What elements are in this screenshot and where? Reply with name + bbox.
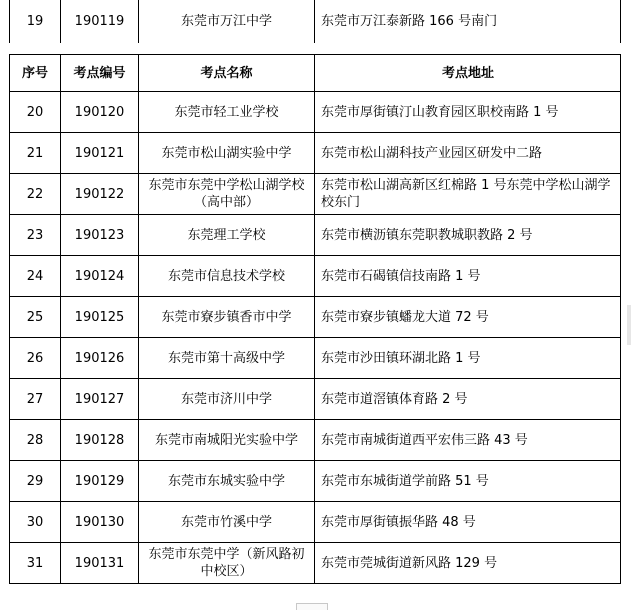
- row-name: 东莞市南城阳光实验中学: [139, 420, 315, 461]
- header-code: 考点编号: [61, 55, 139, 92]
- row-name: 东莞市东莞中学（新风路初中校区）: [139, 543, 315, 584]
- table-row: [10, 215, 621, 256]
- row-seq: 23: [10, 215, 61, 256]
- row-code: 190119: [61, 0, 139, 43]
- header-address: 考点地址: [315, 55, 621, 92]
- row-seq: 21: [10, 133, 61, 174]
- row-code: 190124: [61, 256, 139, 297]
- row-seq: 22: [10, 174, 61, 215]
- scrollbar-thumb[interactable]: [627, 305, 631, 345]
- row-address: 东莞市东城街道学前路 51 号: [315, 461, 621, 502]
- table-row: [10, 379, 621, 420]
- row-seq: 29: [10, 461, 61, 502]
- row-name: 东莞市东城实验中学: [139, 461, 315, 502]
- row-code: 190127: [61, 379, 139, 420]
- table-row: [10, 256, 621, 297]
- page-gap: [0, 43, 631, 54]
- row-seq: 19: [10, 0, 61, 43]
- row-name: 东莞市竹溪中学: [139, 502, 315, 543]
- row-address: 东莞市厚街镇汀山教育园区职校南路 1 号: [315, 92, 621, 133]
- row-address: 东莞市寮步镇蟠龙大道 72 号: [315, 297, 621, 338]
- row-name: 东莞市第十高级中学: [139, 338, 315, 379]
- header-seq: 序号: [10, 55, 61, 92]
- row-name: 东莞市松山湖实验中学: [139, 133, 315, 174]
- row-address: 东莞市石碣镇信技南路 1 号: [315, 256, 621, 297]
- table-row: [10, 92, 621, 133]
- table-body: [10, 92, 621, 584]
- row-name: 东莞理工学校: [139, 215, 315, 256]
- table-row: [10, 133, 621, 174]
- row-code: 190129: [61, 461, 139, 502]
- row-seq: 31: [10, 543, 61, 584]
- row-seq: 26: [10, 338, 61, 379]
- header-name: 考点名称: [139, 55, 315, 92]
- row-name: 东莞市寮步镇香市中学: [139, 297, 315, 338]
- row-name: 东莞市轻工业学校: [139, 92, 315, 133]
- table-row: [10, 297, 621, 338]
- row-address: 东莞市南城街道西平宏伟三路 43 号: [315, 420, 621, 461]
- row-address: 东莞市沙田镇环湖北路 1 号: [315, 338, 621, 379]
- table-row: [10, 461, 621, 502]
- row-seq: 24: [10, 256, 61, 297]
- exam-site-table-top: [9, 0, 621, 44]
- exam-site-table: [9, 54, 621, 584]
- table-header-row: [10, 55, 621, 92]
- table-row: [10, 502, 621, 543]
- row-seq: 27: [10, 379, 61, 420]
- row-address: 东莞市道滘镇体育路 2 号: [315, 379, 621, 420]
- row-code: 190121: [61, 133, 139, 174]
- table-row: [10, 420, 621, 461]
- row-code: 190131: [61, 543, 139, 584]
- table-row: [10, 543, 621, 584]
- row-name: 东莞市信息技术学校: [139, 256, 315, 297]
- row-code: 190128: [61, 420, 139, 461]
- row-name: 东莞市东莞中学松山湖学校（高中部）: [139, 174, 315, 215]
- table-row: [10, 0, 621, 43]
- row-code: 190122: [61, 174, 139, 215]
- row-address: 东莞市松山湖科技产业园区研发中二路: [315, 133, 621, 174]
- table-row: [10, 338, 621, 379]
- row-seq: 25: [10, 297, 61, 338]
- row-code: 190125: [61, 297, 139, 338]
- row-address: 东莞市莞城街道新风路 129 号: [315, 543, 621, 584]
- table-row: [10, 174, 621, 215]
- page-tab[interactable]: [296, 603, 328, 610]
- row-address: 东莞市万江泰新路 166 号南门: [315, 0, 621, 43]
- row-seq: 30: [10, 502, 61, 543]
- row-address: 东莞市横沥镇东莞职教城职教路 2 号: [315, 215, 621, 256]
- row-code: 190120: [61, 92, 139, 133]
- row-seq: 20: [10, 92, 61, 133]
- row-address: 东莞市厚街镇振华路 48 号: [315, 502, 621, 543]
- row-name: 东莞市济川中学: [139, 379, 315, 420]
- row-code: 190126: [61, 338, 139, 379]
- row-address: 东莞市松山湖高新区红棉路 1 号东莞中学松山湖学校东门: [315, 174, 621, 215]
- row-name: 东莞市万江中学: [139, 0, 315, 43]
- row-code: 190130: [61, 502, 139, 543]
- row-seq: 28: [10, 420, 61, 461]
- row-code: 190123: [61, 215, 139, 256]
